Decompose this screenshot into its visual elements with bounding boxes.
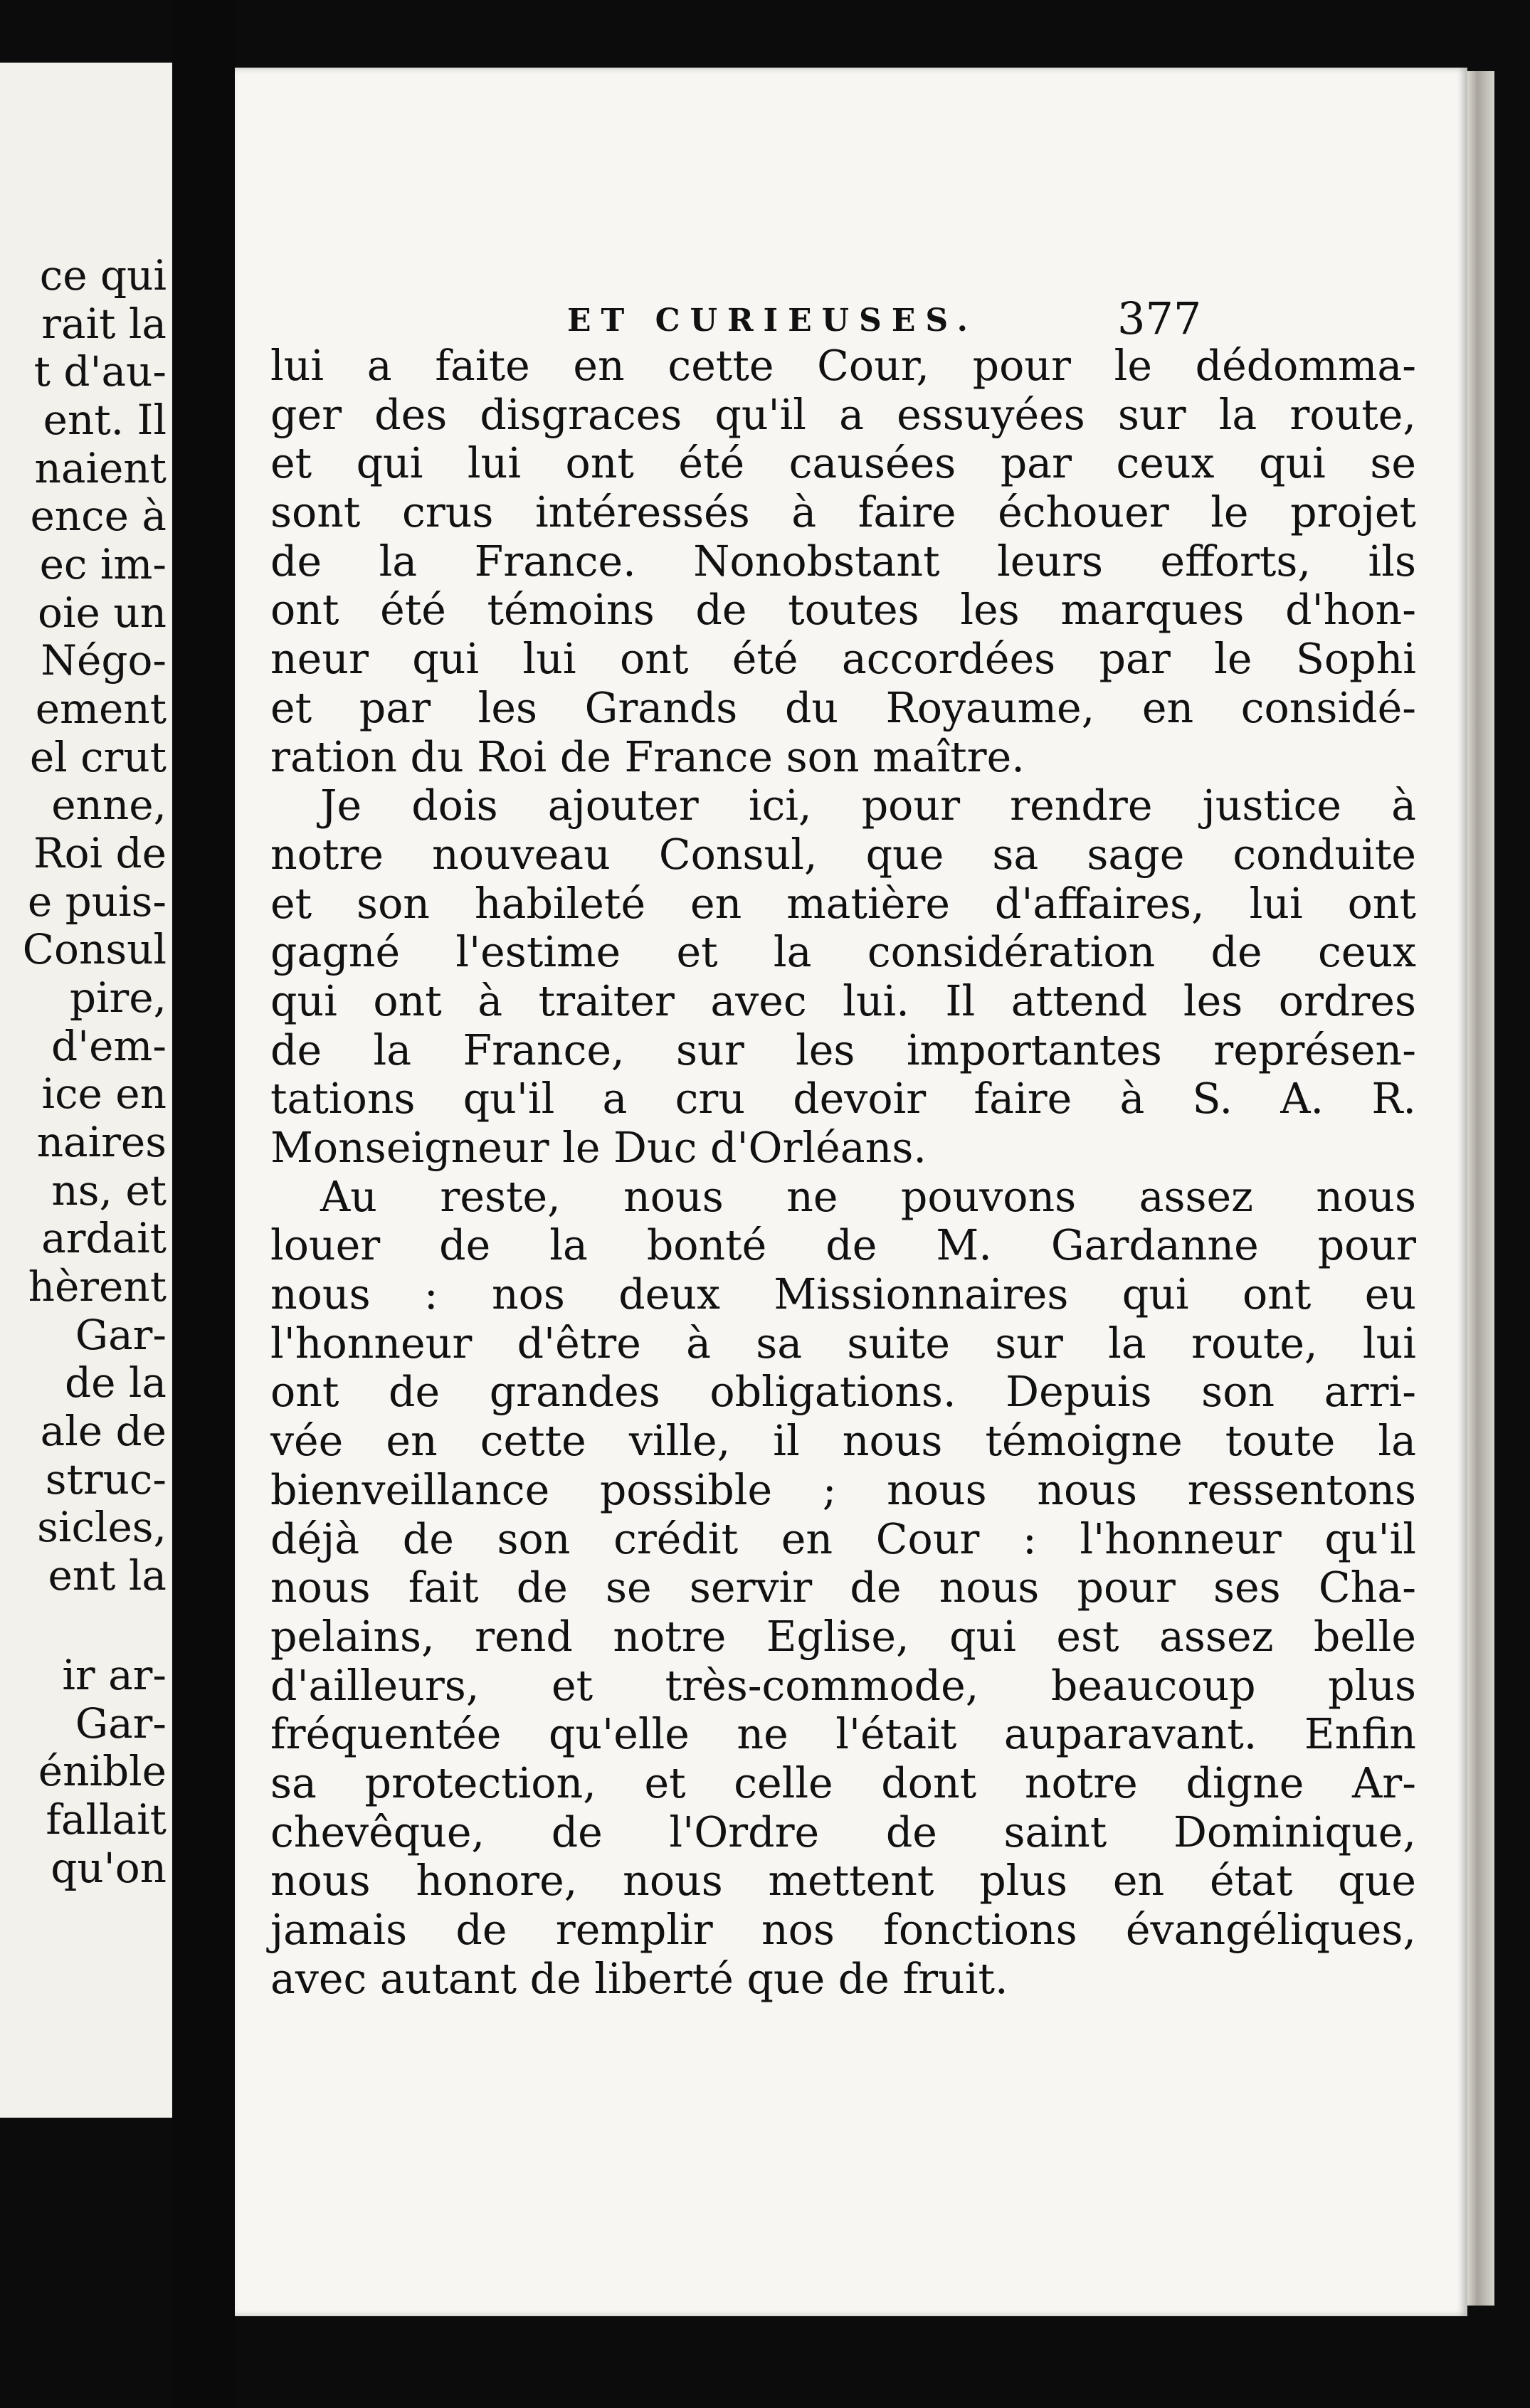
text-line: ont de grandes obligations. Depuis son arri- [270,1368,1416,1417]
text-line: jamais de remplir nos fonctions évangéliques, [270,1906,1416,1954]
left-line: ence à [30,492,167,540]
text-line: tations qu'il a cru devoir faire à S. A. R. [270,1074,1416,1124]
text-line: avec autant de liberté que de fruit. [270,1954,1008,2003]
text-line: louer de la bonté de M. Gardanne pour [270,1221,1416,1270]
text-line: sont crus intéressés à faire échouer le projet [270,488,1416,537]
text-line: ration du Roi de France son maître. [270,732,1025,781]
text-line: Je dois ajouter ici, pour rendre justice à [320,781,1416,830]
text-line: nous honore, nous mettent plus en état que [270,1857,1416,1906]
left-line: ent. Il [43,396,167,444]
left-line: ice en [41,1070,167,1118]
left-line: Gar- [75,1699,167,1748]
paragraph [270,1173,1416,2004]
left-line: ec im- [39,540,167,588]
left-line: ir ar- [62,1651,167,1699]
paragraph [270,342,1416,781]
text-line: qui ont à traiter avec lui. Il attend les ordres [270,976,1416,1025]
left-line: ce qui [39,251,167,300]
left-line: Négo- [41,636,167,685]
left-line: naires [36,1118,167,1166]
left-line: hèrent [28,1262,167,1311]
text-line: ger des disgraces qu'il a essuyées sur la route, [270,390,1416,439]
page-number: 377 [1117,292,1202,344]
left-line: Consul [22,925,167,973]
text-line: nous : nos deux Missionnaires qui ont eu [270,1270,1416,1319]
text-line: déjà de son crédit en Cour : l'honneur qu'il [270,1514,1416,1563]
left-page-fragment [0,63,172,2118]
left-line: Gar- [75,1311,167,1359]
text-line: gagné l'estime et la considération de ceux [270,928,1416,977]
text-line: sa protection, et celle dont notre digne Ar- [270,1758,1416,1807]
running-title: ET CURIEUSES. [567,302,978,339]
text-line: chevêque, de l'Ordre de saint Dominique, [270,1807,1416,1857]
paragraph [270,781,1416,1173]
left-line: de la [64,1358,167,1407]
text-line: d'ailleurs, et très-commode, beaucoup plus [270,1661,1416,1710]
text-line: ont été témoins de toutes les marques d'hon- [270,586,1416,635]
text-line: Au reste, nous ne pouvons assez nous [320,1172,1416,1221]
left-line: naient [34,444,167,492]
text-line: de la France, sur les importantes représen- [270,1025,1416,1074]
left-line: ns, et [51,1166,167,1215]
left-line: enne, [51,781,167,829]
text-line: et par les Grands du Royaume, en considé- [270,683,1416,732]
text-line: et qui lui ont été causées par ceux qui se [270,439,1416,488]
left-line: fallait [46,1795,167,1844]
left-line: e puis- [27,877,167,926]
text-line: et son habileté en matière d'affaires, lui ont [270,879,1416,928]
text-line: fréquentée qu'elle ne l'était auparavant. Enfin [270,1710,1416,1759]
text-line: lui a faite en cette Cour, pour le dédomma- [270,342,1416,390]
left-line: Roi de [33,829,167,877]
left-line: oie un [38,588,167,637]
text-line: bienveillance possible ; nous nous ressentons [270,1465,1416,1514]
text-line: de la France. Nonobstant leurs efforts, ils [270,537,1416,586]
left-line: el crut [29,733,167,781]
left-line: ement [35,685,167,733]
text-line: nous fait de se servir de nous pour ses Cha- [270,1563,1416,1612]
left-line: struc- [45,1455,167,1504]
text-line: neur qui lui ont été accordées par le Sophi [270,635,1416,684]
body-text [270,342,1416,2003]
left-line: qu'on [51,1844,167,1892]
left-line: t d'au- [33,347,167,396]
text-line: l'honneur d'être à sa suite sur la route, lui [270,1319,1416,1368]
left-line: énible [38,1747,167,1795]
text-line: Monseigneur le Duc d'Orléans. [270,1124,927,1172]
left-line: pire, [69,973,167,1022]
left-line: ent la [48,1551,167,1600]
right-page [235,68,1467,2316]
text-line: pelains, rend notre Eglise, qui est assez belle [270,1612,1416,1661]
left-line: rait la [41,300,167,348]
left-line: ale de [40,1407,167,1455]
left-line: d'em- [51,1022,167,1070]
left-line: sicles, [37,1503,167,1551]
text-line: vée en cette ville, il nous témoigne toute la [270,1417,1416,1466]
left-line: ardait [41,1214,167,1262]
book-gutter [172,0,236,2408]
text-line: notre nouveau Consul, que sa sage conduite [270,830,1416,879]
